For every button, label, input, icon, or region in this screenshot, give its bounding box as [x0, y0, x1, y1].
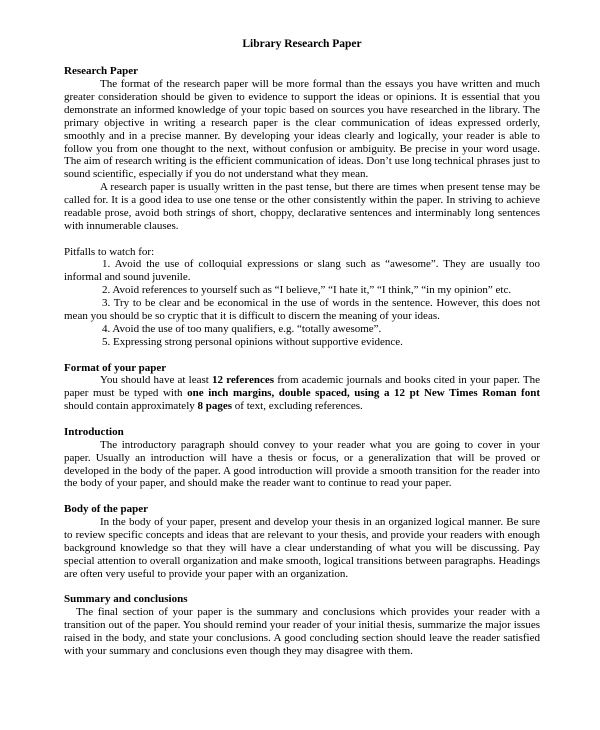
body-paragraph: In the body of your paper, present and develop your thesis in an organized logical manner. Be sure to review specific concepts and ideas that are relevant to your thesis, and provide your readers with enough background knowledge so that they will have a clear understanding of what you will be discussing. Pay special attention to overall organization and make smooth, logical transitions between paragraphs. Headings are often very useful to provide your paper with an organization.: [64, 516, 540, 580]
research-paragraph-1: The format of the research paper will be more formal than the essays you have written and much greater consideration should be given to evidence to support the ideas or opinions. It is essential that you demonstrate an informed knowledge of your topic based on sources you have researched in the library. The primary objective in writing a research paper is the clear communication of ideas expressed orderly, smoothly and in a precise manner. By developing your ideas clearly and logically, your reader is able to follow you from one thought to the next, without confusion or ambiguity. Be precise in your word usage. The aim of research writing is the efficient communication of ideas. Don’t use long technical phrases just to sound scientific, especially if you do not understand what they mean.: [64, 78, 540, 181]
format-bold-references: 12 references: [212, 374, 275, 387]
format-bold-pages: 8 pages: [197, 400, 233, 413]
format-text-segment: from academic journals and books cited in your paper. The paper must be typed with: [64, 374, 541, 400]
pitfalls-intro: Pitfalls to watch for:: [64, 245, 155, 258]
section-body-of-paper: [64, 503, 540, 580]
pitfall-item-3: 3. Try to be clear and be economical in the use of words in the sentence. However, this does not mean you should be so cryptic that it is difficult to discern the meaning of your ideas.: [64, 297, 540, 322]
section-pitfalls: [64, 246, 540, 349]
pitfall-item-5: 5. Expressing strong personal opinions without supportive evidence.: [102, 335, 403, 348]
research-paragraph-2: A research paper is usually written in the past tense, but there are times when present tense may be called for. It is a good idea to use one tense or the other consistently within the paper. In striving to achieve readable prose, avoid both strings of short, choppy, declarative sentences and interminably long sentences with innumerable clauses.: [64, 181, 540, 232]
summary-paragraph: The final section of your paper is the summary and conclusions which provides your reader with a transition out of the paper. You should remind your reader of your initial thesis, summarize the major issues raised in the body, and state your conclusions. A good concluding section should leave the reader satisfied with your summary and conclusions even though they may disagree with them.: [64, 606, 540, 657]
section-research-paper: [64, 65, 540, 232]
pitfall-item-1: 1. Avoid the use of colloquial expressions or slang such as “awesome”. They are usually too informal and sound juvenile.: [64, 258, 540, 284]
research-paper-heading: Research Paper: [64, 65, 139, 78]
pitfall-item-2: 2. Avoid references to yourself such as “I believe,” “I hate it,” “I think,” “in my opinion” etc.: [102, 284, 512, 297]
document-title: Library Research Paper: [242, 38, 362, 50]
section-summary: [64, 593, 540, 657]
format-paragraph: [64, 374, 540, 413]
pitfall-item-4: 4. Avoid the use of too many qualifiers, e.g. “totally awesome”.: [102, 322, 382, 335]
section-format: [64, 362, 540, 413]
body-heading: Body of the paper: [64, 503, 149, 516]
format-text-segment: You should have at least: [100, 374, 212, 387]
summary-heading: Summary and conclusions: [64, 593, 188, 606]
format-heading: Format of your paper: [64, 361, 167, 374]
introduction-paragraph: The introductory paragraph should convey to your reader what you are going to cover in your paper. Usually an introduction will have a thesis or focus, or a generalization that will be proved or developed in the body of the paper. A good introduction will provide a smooth transition for the reader into the body of your paper, and should make the reader want to continue to read your paper.: [64, 438, 540, 490]
format-bold-margins: one inch margins, double spaced, using a 12 pt New Times Roman font: [187, 387, 540, 400]
introduction-heading: Introduction: [64, 425, 124, 438]
format-text-segment: of text, excluding references.: [232, 400, 363, 413]
format-text-segment: should contain approximately: [64, 400, 198, 413]
section-introduction: [64, 426, 540, 490]
